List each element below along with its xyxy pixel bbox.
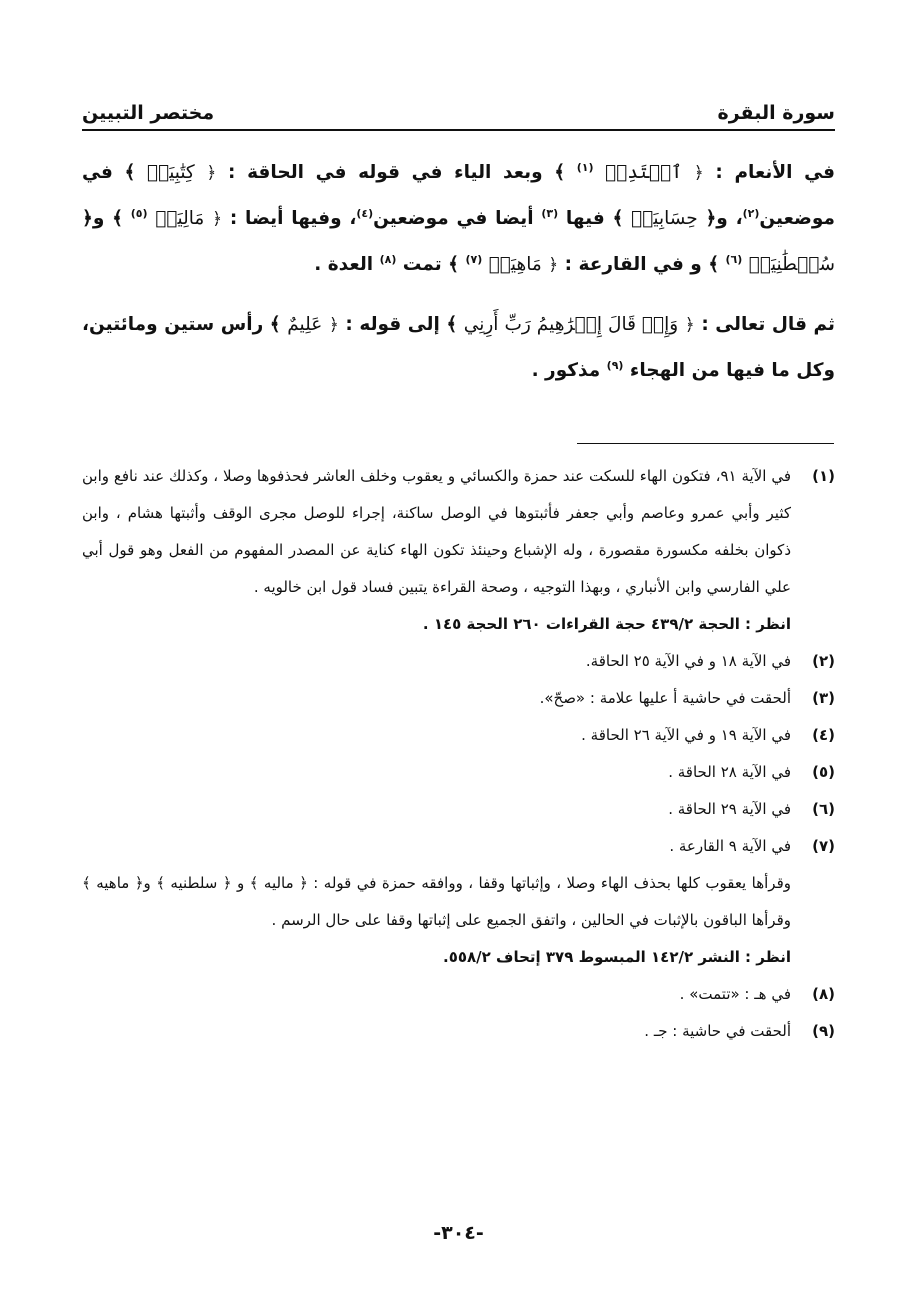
footnote-7: (٧) في الآية ٩ القارعة . <box>669 837 835 855</box>
running-header <box>82 86 835 126</box>
footnote-9: (٩) ألحقت في حاشية : جـ . <box>644 1022 835 1040</box>
footnote-ref-4: (٤) <box>356 206 374 220</box>
footnote-5: (٥) في الآية ٢٨ الحاقة . <box>668 763 835 781</box>
footnote-ref-5: (٥) <box>130 206 148 220</box>
footnote-ref-6: (٦) <box>725 252 743 266</box>
quran-word: مَالِيَهۡ <box>155 208 205 229</box>
footnote-4: (٤) في الآية ١٩ و في الآية ٢٦ الحاقة . <box>581 726 835 744</box>
surah-title: سورة البقرة <box>717 102 835 124</box>
footnote-3: (٣) ألحقت في حاشية أ عليها علامة : «صحّ». <box>539 689 835 707</box>
paragraph-1: في الأنعام : ﴿ ٱقۡتَدِهۡ $^{(١)}$ ﴾ وبعد الياء في قوله في الحاقة : ﴿ كِتَٰبِيَهۡ ﴾ في موضعين$^{(٢)}$، و﴿ حِسَابِيَهۡ ﴾ فيها $^{(٣)}$ أيضا في موضعين$^{(٤)}$، وفيها أيضا : ﴿ مَالِيَهۡ $^{(٥)}$ ﴾ و﴿ سُلۡطَٰنِيَهۡ $^{(٦)}$ ﴾ و في القارعة : ﴿ مَاهِيَهۡ $^{(٧)}$ ﴾ تمت $^{(٨)}$ العدة . <box>82 160 835 275</box>
footnote-8: (٨) في هـ : «تتمت» . <box>679 985 835 1003</box>
footnote-ref-3: (٣) <box>541 206 559 220</box>
quran-word: كِتَٰبِيَهۡ <box>146 162 195 183</box>
paragraph-2: ثم قال تعالى : ﴿ وَإِذۡ قَالَ إِبۡرَٰهِيمُ رَبِّ أَرِنِي ﴾ إلى قوله : ﴿ عَلِيمٌ ﴾ رأس ستين ومائتين، وكل ما فيها من الهجاء $^{(٩)}$ مذكور . <box>82 314 835 381</box>
footnote-6: (٦) في الآية ٢٩ الحاقة . <box>668 800 835 818</box>
main-text <box>82 150 835 393</box>
book-title: مختصر التبيين <box>82 102 215 124</box>
footnote-1: (١) في الآية ٩١، فتكون الهاء للسكت عند حمزة والكسائي و يعقوب وخلف العاشر فحذفوها وصلا ، وكذلك عند نافع وابن كثير وأبي عمرو وعاصم وأبي جعفر فأثبتوها في الوصل ساكنة، إجراء للوصل مجرى الوقف وأثبتها هشام ، وابن ذكوان بخلفه مكسورة مقصورة ، وله الإشباع وحينئذ تكون الهاء كناية عن المصدر المفهوم من الفعل وهو قول أبي علي الفارسي وابن الأنباري ، وبهذا التوجيه ، وصحة القراءة يتبين فساد قول ابن خالويه . <box>82 467 835 596</box>
footnote-ref-2: (٢) <box>742 206 760 220</box>
footnote-ref-7: (٧) <box>465 252 483 266</box>
quran-word: سُلۡطَٰنِيَهۡ <box>748 254 835 275</box>
page-number: -٣٠٤- <box>433 1222 484 1244</box>
footnote-1-ref: انظر : الحجة ٤٣٩/٢ حجة القراءات ٢٦٠ الحجة ١٤٥ . <box>422 615 791 633</box>
quran-verse: وَإِذۡ قَالَ إِبۡرَٰهِيمُ رَبِّ أَرِنِي <box>463 314 679 335</box>
quran-word: حِسَابِيَهۡ <box>631 208 698 229</box>
footnote-ref-8: (٨) <box>379 252 397 266</box>
footnote-ref-1: (١) <box>576 160 594 174</box>
footnote-ref-9: (٩) <box>606 358 624 372</box>
footnote-separator <box>577 443 834 444</box>
footnote-2: (٢) في الآية ١٨ و في الآية ٢٥ الحاقة. <box>585 652 835 670</box>
quran-word: ٱقۡتَدِهۡ <box>605 162 683 183</box>
quran-word: عَلِيمٌ <box>287 314 323 335</box>
footnote-7-ref: انظر : النشر ١٤٢/٢ المبسوط ٣٧٩ إتحاف ٥٥٨/٢. <box>442 948 791 966</box>
header-rule <box>82 129 835 131</box>
footnote-7-continuation: وقرأها يعقوب كلها بحذف الهاء وصلا ، وإثباتها وقفا ، ووافقه حمزة في قوله : ﴿ ماليه ﴾ و ﴿ سلطنيه ﴾ و﴿ ماهيه ﴾ وقرأها الباقون بالإثبات في الحالين ، واتفق الجميع على إثباتها وقفا على حال الرسم . <box>82 874 791 929</box>
footnotes <box>82 458 835 1050</box>
quran-word: مَاهِيَهۡ <box>488 254 542 275</box>
